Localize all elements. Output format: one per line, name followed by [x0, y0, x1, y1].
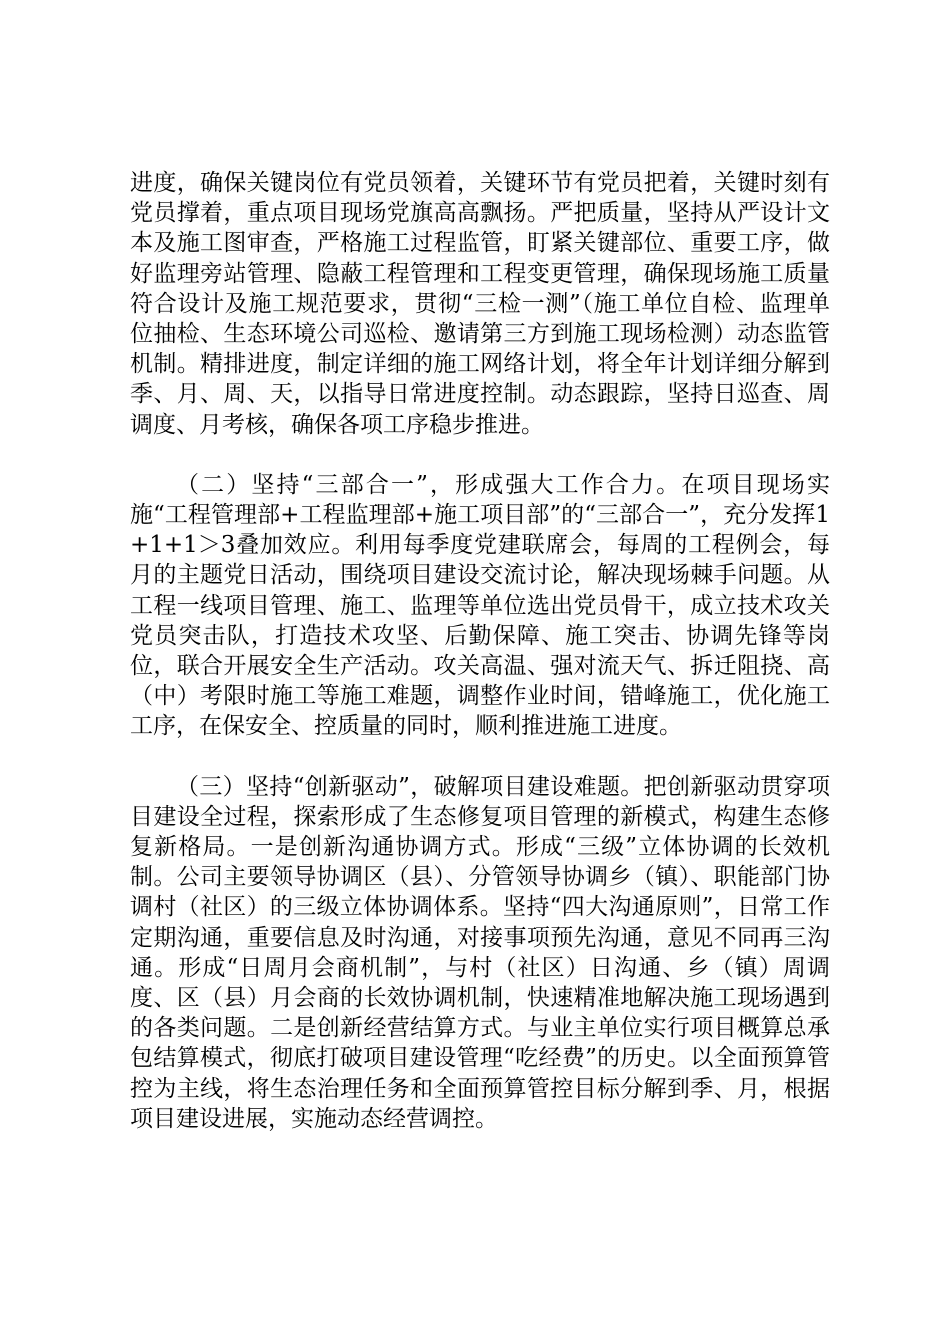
document-page — [130, 168, 830, 1134]
paragraph-progress-quality: 进度，确保关键岗位有党员领着，关键环节有党员把着，关键时刻有党员撑着，重点项目现场党旗高高飘扬。严把质量，坚持从严设计文本及施工图审查，严格施工过程监管，盯紧关键部位、重要工序，做好监理旁站管理、隐蔽工程管理和工程变更管理，确保现场施工质量符合设计及施工规范要求，贯彻“三检一测”（施工单位自检、监理单位抽检、生态环境公司巡检、邀请第三方到施工现场检测）动态监管机制。精排进度，制定详细的施工网络计划，将全年计划详细分解到季、月、周、天，以指导日常进度控制。动态跟踪，坚持日巡查、周调度、月考核，确保各项工序稳步推进。 — [130, 170, 830, 438]
paragraph-three-departments: （二）坚持“三部合一”，形成强大工作合力。在项目现场实施“工程管理部+工程监理部+施工项目部”的“三部合一”，充分发挥1+1+1＞3叠加效应。利用每季度党建联席会，每周的工程例会，每月的主题党日活动，围绕项目建设交流讨论，解决现场棘手问题。从工程一线项目管理、施工、监理等单位选出党员骨干，成立技术攻关党员突击队，打造技术攻坚、后勤保障、施工突击、协调先锋等岗位，联合开展安全生产活动。攻关高温、强对流天气、拆迁阻挠、高（中）考限时施工等施工难题，调整作业时间，错峰施工，优化施工工序，在保安全、控质量的同时，顺利推进施工进度。 — [130, 471, 830, 740]
paragraph-innovation-driven: （三）坚持“创新驱动”，破解项目建设难题。把创新驱动贯穿项目建设全过程，探索形成了生态修复项目管理的新模式，构建生态修复新格局。一是创新沟通协调方式。形成“三级”立体协调的长效机制。公司主要领导协调区（县）、分管领导协调乡（镇）、职能部门协调村（社区）的三级立体协调体系。坚持“四大沟通原则”，日常工作定期沟通，重要信息及时沟通，对接事项预先沟通，意见不同再三沟通。形成“日周月会商机制”，与村（社区）日沟通、乡（镇）周调度、区（县）月会商的长效协调机制，快速精准地解决施工现场遇到的各类问题。二是创新经营结算方式。与业主单位实行项目概算总承包结算模式，彻底打破项目建设管理“吃经费”的历史。以全面预算管控为主线，将生态治理任务和全面预算管控目标分解到季、月，根据项目建设进展，实施动态经营调控。 — [130, 773, 830, 1132]
